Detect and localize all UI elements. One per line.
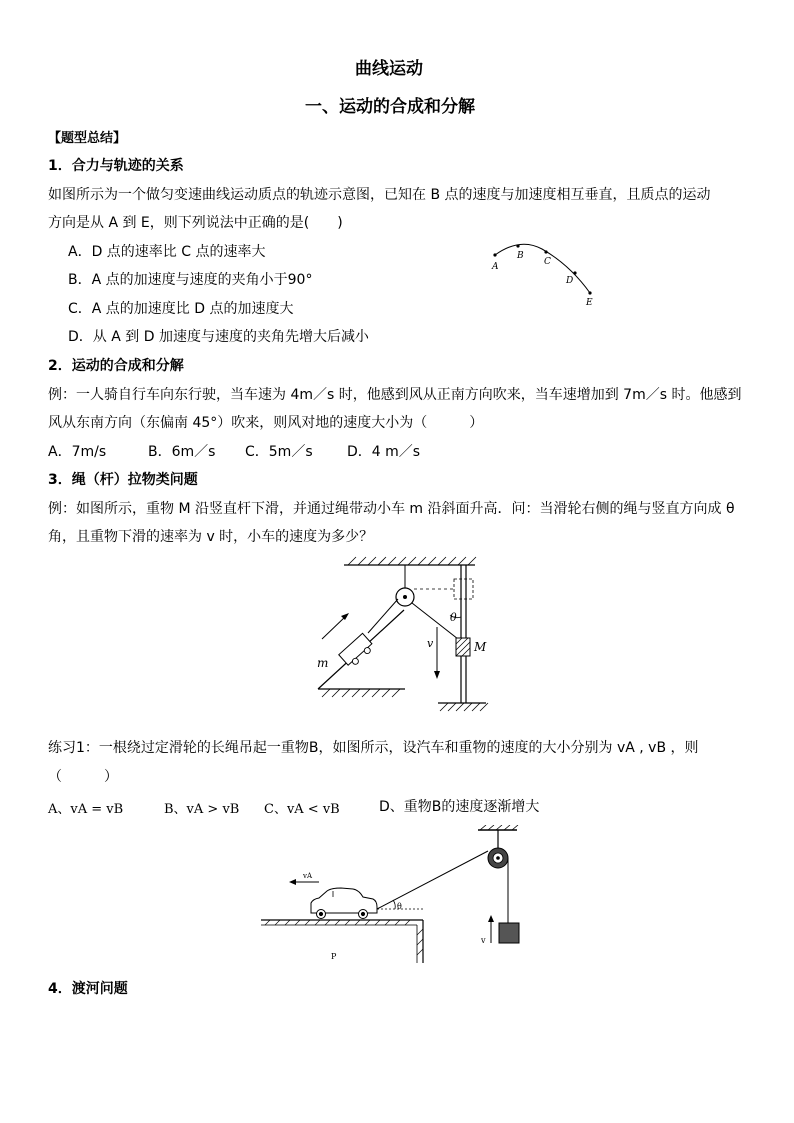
label-a: A: [492, 262, 499, 272]
velocity-label: v: [427, 637, 434, 650]
point-e: [588, 291, 591, 294]
point-a: [493, 253, 496, 256]
q2-heading: 2．运动的合成和分解: [48, 358, 184, 374]
q3-heading: 3．绳（杆）拉物类问题: [48, 472, 198, 488]
label-e: E: [586, 298, 593, 308]
q1-option-a: A．D 点的速率比 C 点的速率大: [68, 244, 266, 260]
q2-text-line2: 风从东南方向（东偏南 45°）吹来，则风对地的速度大小为（ ）: [48, 415, 484, 431]
q1-text-line1: 如图所示为一个做匀变速曲线运动质点的轨迹示意图，已知在 B 点的速度与加速度相互垂直，且质点的运动: [48, 187, 711, 203]
practice-text-line1: 练习1：一根绕过定滑轮的长绳吊起一重物B，如图所示，设汽车和重物的速度的大小分别为 vA , vB ，则: [48, 740, 699, 756]
label-c: C: [544, 257, 551, 267]
q1-option-b: B．A 点的加速度与速度的夹角小于90°: [68, 272, 313, 288]
section-title: 一、运动的合成和分解: [305, 97, 475, 117]
q3-text-line2: 角，且重物下滑的速率为 v 时，小车的速度为多少？: [48, 529, 374, 545]
pulley-incline-figure: [310, 555, 500, 720]
car: [311, 888, 377, 919]
practice-text-line2: （ ）: [48, 769, 118, 785]
q2-option-a: A．7m/s: [48, 444, 107, 460]
weight-block: [499, 923, 519, 943]
practice-option-d: D、重物B的速度逐渐增大: [379, 799, 540, 815]
trajectory-curve: [495, 244, 590, 293]
q2-option-d: D．4 m／s: [347, 444, 421, 460]
label-d: D: [566, 276, 574, 286]
practice-option-c: C、vA < vB: [264, 802, 340, 817]
q1-option-c: C．A 点的加速度比 D 点的加速度大: [68, 301, 294, 317]
q1-heading: 1．合力与轨迹的关系: [48, 158, 184, 174]
q1-option-d: D．从 A 到 D 加速度与速度的夹角先增大后减小: [68, 329, 369, 345]
q3-text-line1: 例：如图所示，重物 M 沿竖直杆下滑，并通过绳带动小车 m 沿斜面升高．问：当滑轮右侧的绳与竖直方向成 θ: [48, 501, 735, 517]
q2-option-b: B．6m／s: [148, 444, 216, 460]
practice-option-a: A、vA = vB: [48, 802, 124, 817]
q2-option-c: C．5m／s: [245, 444, 313, 460]
theta-label-2: θ: [397, 902, 402, 911]
cart-m: [339, 633, 375, 669]
point-b: [516, 244, 519, 247]
trajectory-figure: [480, 235, 610, 310]
point-d: [573, 271, 576, 274]
point-c: [544, 250, 547, 253]
label-b: B: [517, 251, 524, 261]
cart-m-label: m: [317, 656, 329, 670]
q4-heading: 4．渡河问题: [48, 981, 128, 997]
practice-option-b: B、vA > vB: [164, 802, 240, 817]
theta-label: θ: [450, 611, 457, 624]
car-pulley-figure: [255, 825, 535, 965]
block-m-heavy: [456, 638, 470, 656]
weight-velocity-label: v: [481, 936, 486, 945]
page-title: 曲线运动: [355, 59, 423, 79]
q2-text-line1: 例：一人骑自行车向东行驶，当车速为 4m／s 时，他感到风从正南方向吹来，当车速增加到 7m／s 时。他感到: [48, 387, 742, 403]
platform-label: P: [331, 952, 337, 961]
car-velocity-label: vA: [303, 872, 313, 880]
summary-tag: 【题型总结】: [48, 131, 127, 146]
q1-text-line2: 方向是从 A 到 E，则下列说法中正确的是( ): [48, 215, 343, 231]
mass-m-label: M: [474, 640, 487, 654]
